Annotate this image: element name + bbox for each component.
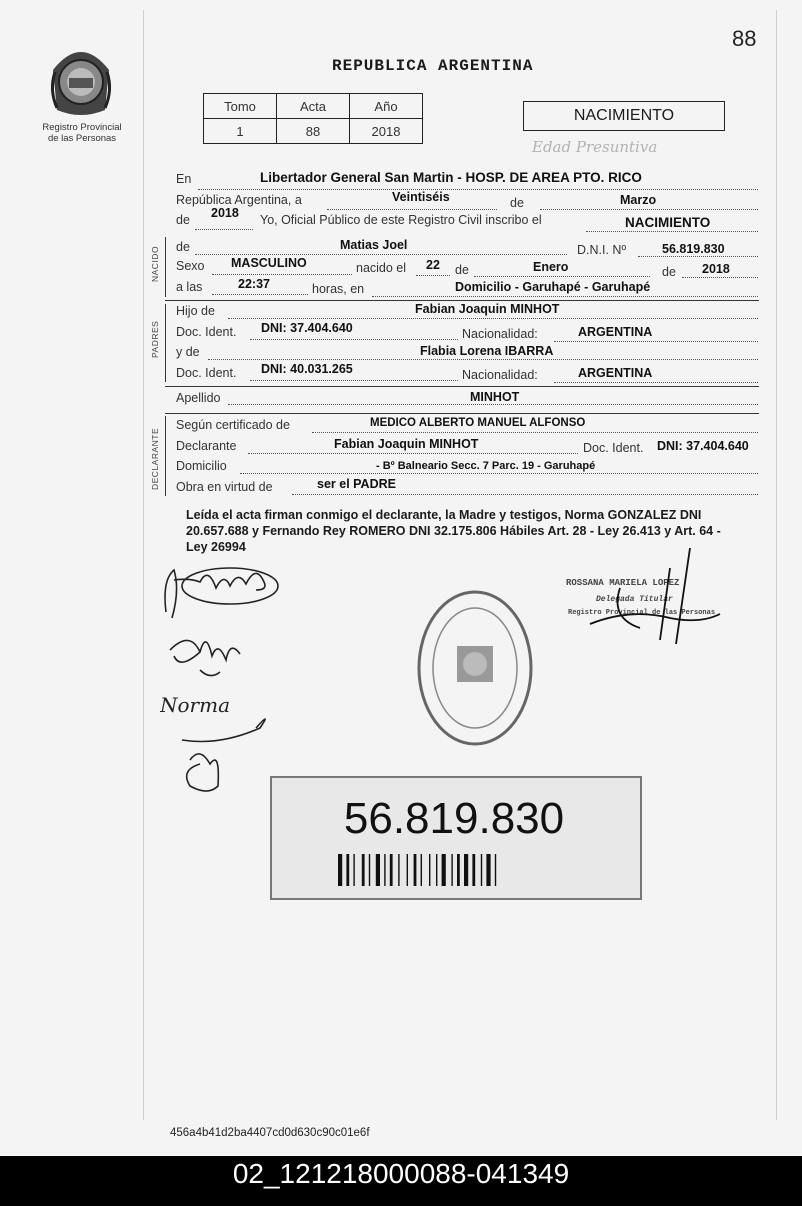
- barcode-dni-number: 56.819.830: [343, 794, 565, 843]
- label-nacionalidad-padre: Nacionalidad:: [462, 327, 538, 341]
- label-horas-en: horas, en: [312, 282, 365, 296]
- dotted-line: [586, 231, 758, 232]
- dotted-line: [228, 404, 758, 405]
- barcode-bar: [486, 854, 490, 886]
- dotted-line: [195, 229, 253, 230]
- dotted-line: [198, 189, 758, 190]
- value-declarante: Fabian Joaquin MINHOT: [334, 437, 479, 451]
- value-dia-acta: Veintiséis: [392, 190, 450, 204]
- label-yo-oficial: Yo, Oficial Público de este Registro Civil inscribo el: [260, 213, 542, 227]
- header-anio: Año: [350, 94, 423, 119]
- label-doc-ident-padre: Doc. Ident.: [176, 325, 237, 339]
- document-hash: 456a4b41d2ba4407cd0d630c90c01e6f: [170, 1127, 370, 1139]
- dotted-line: [327, 209, 497, 210]
- barcode-bar: [414, 854, 417, 886]
- label-doc-ident-declarante: Doc. Ident.: [583, 441, 644, 455]
- section-divider: [165, 304, 166, 382]
- handwritten-note: Edad Presuntiva: [532, 138, 658, 156]
- barcode-bar: [353, 854, 354, 886]
- dotted-line: [208, 359, 758, 360]
- label-y-de: y de: [176, 345, 200, 359]
- value-apellido: MINHOT: [470, 390, 520, 404]
- signature-norma: Norma: [160, 693, 230, 717]
- value-mes-acta: Marzo: [620, 193, 657, 207]
- label-de-mes: de: [455, 263, 469, 277]
- label-obra: Obra en virtud de: [176, 480, 273, 494]
- province-seal-logo: [45, 40, 117, 120]
- label-de-name: de: [176, 240, 190, 254]
- barcode-bar: [390, 854, 393, 886]
- value-declarante-doc: DNI: 37.404.640: [657, 439, 749, 453]
- dotted-line: [228, 318, 758, 319]
- footer-id: 02_121218000088-041349: [232, 1158, 570, 1189]
- barcode-bar: [442, 854, 446, 886]
- value-mes-nac: Enero: [533, 260, 569, 274]
- value-domicilio: - Bº Balneario Secc. 7 Parc. 19 - Garuhapé: [376, 460, 596, 472]
- barcode-bar: [369, 854, 370, 886]
- label-republica: República Argentina, a: [176, 193, 302, 207]
- barcode-bar: [338, 854, 342, 886]
- dotted-line: [250, 380, 458, 381]
- value-acto: NACIMIENTO: [625, 215, 711, 230]
- page-number: 88: [732, 26, 757, 51]
- barcode-bar: [457, 854, 460, 886]
- side-label-nacido: NACIDO: [150, 245, 160, 282]
- barcode-bar: [407, 854, 408, 886]
- value-padre-nac: ARGENTINA: [578, 325, 653, 339]
- barcode-bar: [429, 854, 430, 886]
- register-table: [203, 93, 423, 144]
- barcode-bar: [376, 854, 380, 886]
- label-en: En: [176, 172, 192, 186]
- dotted-line: [312, 432, 758, 433]
- barcode-bar: [346, 854, 349, 886]
- right-margin-line: [776, 10, 777, 1120]
- barcode-bar: [472, 854, 475, 886]
- value-padre: Fabian Joaquin MINHOT: [415, 302, 560, 316]
- label-nacionalidad-madre: Nacionalidad:: [462, 368, 538, 382]
- barcode-bar: [384, 854, 385, 886]
- section-rule: [165, 413, 759, 414]
- barcode-bar: [451, 854, 452, 886]
- value-anio: 2018: [350, 119, 423, 144]
- side-label-declarante: DECLARANTE: [150, 427, 160, 490]
- dotted-line: [195, 254, 567, 255]
- barcode-bar: [362, 854, 365, 886]
- section-divider: [165, 237, 166, 297]
- dotted-line: [240, 473, 758, 474]
- value-tomo: 1: [204, 119, 277, 144]
- barcode-bar: [436, 854, 437, 886]
- dotted-line: [554, 382, 758, 383]
- label-apellido: Apellido: [176, 391, 221, 405]
- official-signature: [580, 548, 730, 648]
- value-nombre: Matias Joel: [340, 238, 408, 252]
- value-dia-nac: 22: [426, 258, 440, 272]
- dotted-line: [372, 296, 758, 297]
- barcode-bars: [338, 854, 560, 886]
- left-margin-line: [143, 10, 144, 1120]
- value-madre: Flabia Lorena IBARRA: [420, 344, 554, 358]
- dotted-line: [416, 275, 450, 276]
- value-sexo: MASCULINO: [231, 256, 307, 270]
- document-title: REPUBLICA ARGENTINA: [332, 57, 534, 75]
- dotted-line: [292, 494, 758, 495]
- section-rule: [165, 386, 759, 387]
- side-label-padres: PADRES: [150, 320, 160, 358]
- logo-caption: Registro Provincial de las Personas: [42, 122, 122, 144]
- barcode-bar: [421, 854, 422, 886]
- value-acta: 88: [277, 119, 350, 144]
- barcode-bar: [398, 854, 399, 886]
- value-dni: 56.819.830: [662, 242, 725, 256]
- value-lugar: Libertador General San Martin - HOSP. DE AREA PTO. RICO: [260, 170, 642, 185]
- dotted-line: [212, 274, 352, 275]
- label-de: de: [510, 196, 524, 210]
- label-dni: D.N.I. Nº: [577, 243, 627, 257]
- label-doc-ident-madre: Doc. Ident.: [176, 366, 237, 380]
- barcode-bar: [464, 854, 468, 886]
- label-a-las: a las: [176, 280, 203, 294]
- value-madre-nac: ARGENTINA: [578, 366, 653, 380]
- dotted-line: [638, 256, 758, 257]
- label-de-year: de: [176, 213, 190, 227]
- barcode-bar: [481, 854, 482, 886]
- label-declarante: Declarante: [176, 439, 237, 453]
- value-obra: ser el PADRE: [317, 477, 396, 491]
- official-round-seal: [415, 588, 535, 748]
- header-acta: Acta: [277, 94, 350, 119]
- label-nacido-el: nacido el: [356, 261, 407, 275]
- dotted-line: [682, 277, 758, 278]
- dotted-line: [248, 453, 578, 454]
- official-stamp-office: Registro Provincial de las Personas: [568, 609, 716, 617]
- official-stamp-name: ROSSANA MARIELA LOPEZ: [566, 578, 680, 588]
- dotted-line: [250, 339, 458, 340]
- header-tomo: Tomo: [204, 94, 277, 119]
- value-padre-doc: DNI: 37.404.640: [261, 321, 353, 335]
- label-hijo-de: Hijo de: [176, 304, 215, 318]
- act-type-box: NACIMIENTO: [523, 101, 725, 131]
- official-stamp-role: Delegada Titular: [596, 595, 673, 604]
- closing-paragraph: Leída el acta firman conmigo el declarante, la Madre y testigos, Norma GONZALEZ DNI 20.657.688 y Fernando Rey ROMERO DNI 32.175.806 Hábiles Art. 28 - Ley 26.413 y Art. 64 - Ley 26994: [186, 508, 721, 554]
- section-rule: [165, 300, 759, 301]
- value-hora: 22:37: [238, 277, 270, 291]
- dotted-line: [554, 341, 758, 342]
- label-domicilio: Domicilio: [176, 459, 227, 473]
- value-lugar-nac: Domicilio - Garuhapé - Garuhapé: [455, 280, 651, 294]
- value-certificado: MEDICO ALBERTO MANUEL ALFONSO: [370, 417, 586, 429]
- dotted-line: [212, 294, 308, 295]
- value-anio-nac: 2018: [702, 262, 730, 276]
- dotted-line: [540, 209, 758, 210]
- value-anio-acta: 2018: [211, 206, 239, 220]
- label-sexo: Sexo: [176, 259, 205, 273]
- value-madre-doc: DNI: 40.031.265: [261, 362, 353, 376]
- label-segun: Según certificado de: [176, 418, 290, 432]
- label-de-anio: de: [662, 265, 676, 279]
- handwritten-signatures: [160, 560, 290, 800]
- barcode-bar: [495, 854, 496, 886]
- section-divider: [165, 416, 166, 496]
- dotted-line: [474, 276, 650, 277]
